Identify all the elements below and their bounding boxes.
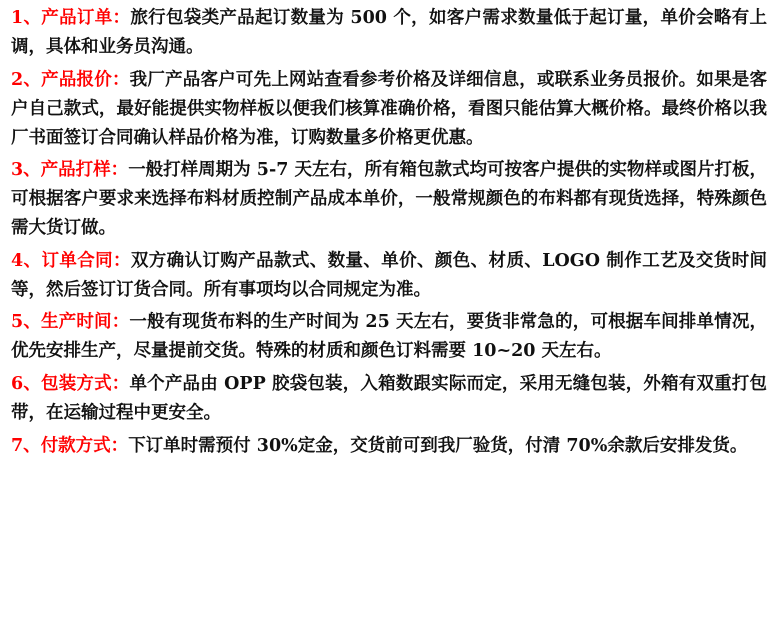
term-number: 5、 bbox=[11, 312, 42, 333]
term-number: 4、 bbox=[11, 250, 42, 271]
term-title: 产品订单： bbox=[41, 8, 131, 28]
term-text: 我厂产品客户可先上网站查看参考价格及详细信息，或联系业务员报价。如果是客户自己款式，最好能提供实物样板以便我们核算准确价格，看图只能估算大概价格。最终价格以我厂书面签订合同确认样品价格为准，订购数量多价格更优惠。 bbox=[11, 69, 768, 148]
term-item-sampling bbox=[11, 156, 767, 243]
term-title: 包装方式： bbox=[41, 373, 130, 394]
term-title: 产品报价： bbox=[41, 69, 130, 90]
term-text: 下订单时需预付 30%定金，交货前可到我厂验货，付清 70%余款后安排发货。 bbox=[128, 435, 748, 456]
term-text: 一般打样周期为 5-7 天左右，所有箱包款式均可按客户提供的实物样或图片打板，可根据客户要求来选择布料材质控制产品成本单价，一般常规颜色的布料都有现货选择，特殊颜色需大货订做。 bbox=[11, 160, 767, 239]
term-title: 生产时间： bbox=[41, 312, 130, 333]
term-text: 单个产品由 OPP 胶袋包装，入箱数跟实际而定，采用无缝包装，外箱有双重打包带，在运输过程中更安全。 bbox=[11, 373, 767, 423]
term-item-quote bbox=[11, 66, 767, 153]
term-text: 一般有现货布料的生产时间为 25 天左右，要货非常急的，可根据车间排单情况，优先安排生产，尽量提前交货。特殊的材质和颜色订料需要 10~20 天左右。 bbox=[11, 312, 767, 362]
term-number: 6、 bbox=[11, 373, 42, 394]
term-title: 产品打样： bbox=[40, 160, 129, 181]
term-item-order bbox=[11, 4, 767, 62]
term-number: 7、 bbox=[11, 435, 41, 456]
term-item-packaging bbox=[11, 370, 767, 428]
term-title: 付款方式： bbox=[40, 435, 129, 456]
term-item-contract bbox=[11, 247, 767, 305]
term-number: 3、 bbox=[11, 160, 41, 181]
term-item-payment bbox=[11, 432, 767, 461]
term-text: 旅行包袋类产品起订数量为 500 个，如客户需求数量低于起订量，单价会略有上调，具体和业务员沟通。 bbox=[11, 8, 767, 57]
terms-document bbox=[11, 4, 767, 464]
term-number: 1、 bbox=[11, 8, 42, 28]
term-number: 2、 bbox=[11, 69, 42, 90]
term-text: 双方确认订购产品款式、数量、单价、颜色、材质、LOGO 制作工艺及交货时间等，然后签订订货合同。所有事项均以合同规定为准。 bbox=[11, 250, 767, 300]
term-item-production-time bbox=[11, 308, 767, 366]
term-title: 订单合同： bbox=[41, 250, 131, 271]
